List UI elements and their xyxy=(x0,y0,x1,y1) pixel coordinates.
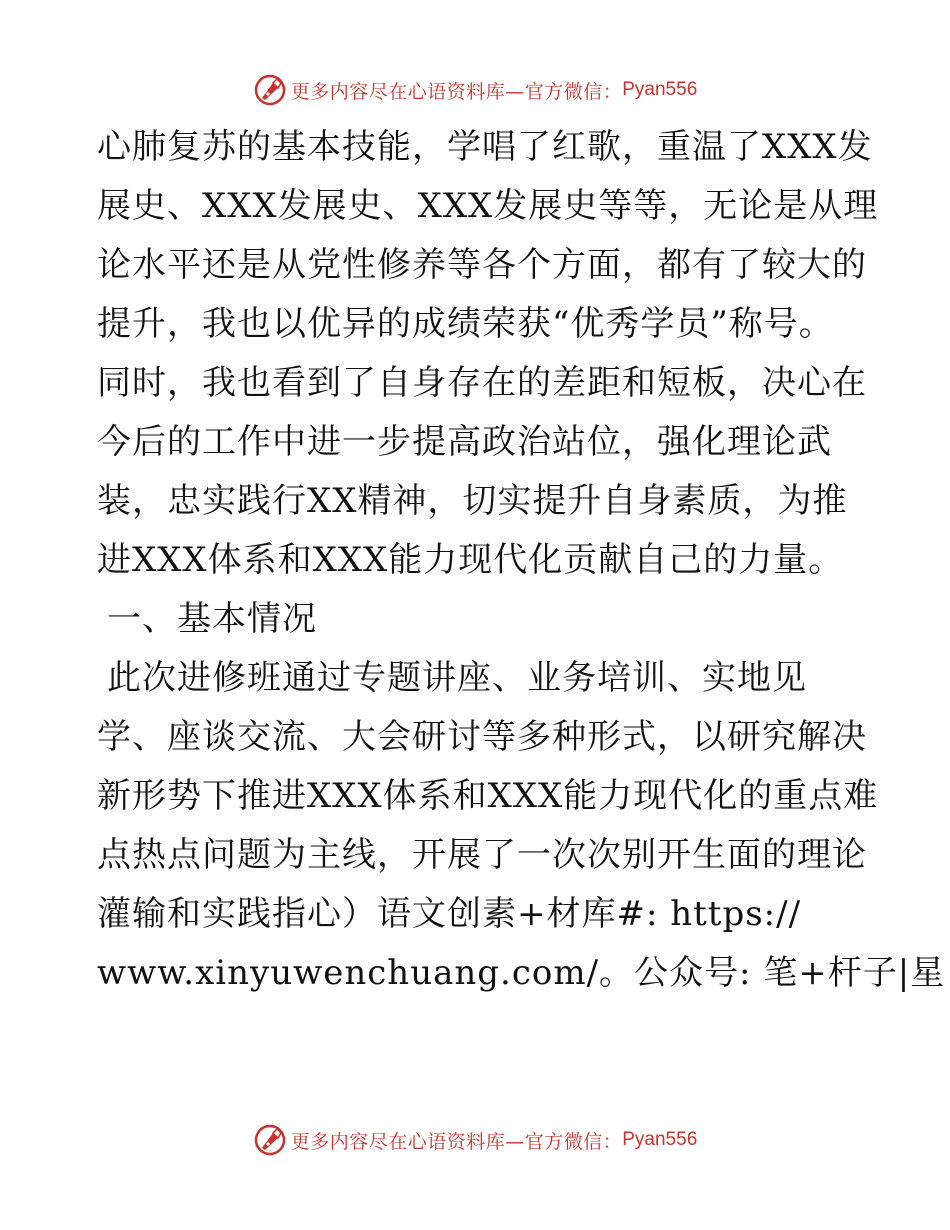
body-line: 点热点问题为主线，开展了一次次别开生面的理论 xyxy=(97,835,867,875)
body-line: 论水平还是从党性修养等各个方面，都有了较大的 xyxy=(97,245,867,285)
body-line: 今后的工作中进一步提高政治站位，强化理论武 xyxy=(97,422,832,462)
footer-wechat-id: Pyan556 xyxy=(622,1129,698,1150)
pen-nib-logo-icon xyxy=(253,73,287,107)
body-line: 装，忠实践行XX精神，切实提升自身素质，为推 xyxy=(97,481,848,521)
body-line: 同时，我也看到了自身存在的差距和短板，决心在 xyxy=(97,363,867,403)
footer-banner-text: 更多内容尽在心语资料库—官方微信： xyxy=(290,1130,623,1153)
body-line: 新形势下推进XXX体系和XXX能力现代化的重点难 xyxy=(97,776,879,816)
body-line: www.xinyuwenchuang.com/。公众号: 笔+杆子|星 xyxy=(97,953,946,993)
body-line: 此次进修班通过专题讲座、业务培训、实地见 xyxy=(107,658,807,698)
body-line: 心肺复苏的基本技能，学唱了红歌，重温了XXX发 xyxy=(97,127,873,167)
body-line: 提升，我也以优异的成绩荣获“优秀学员”称号。 xyxy=(97,304,834,344)
body-line: 灌输和实践指心）语文创素+材库#: https:// xyxy=(97,894,802,934)
footer-banner xyxy=(0,1120,950,1160)
header-wechat-id: Pyan556 xyxy=(622,79,698,100)
section-heading: 一、基本情况 xyxy=(107,599,317,639)
header-banner-text: 更多内容尽在心语资料库—官方微信： xyxy=(290,80,623,103)
body-line: 学、座谈交流、大会研讨等多种形式，以研究解决 xyxy=(97,717,867,757)
header-banner xyxy=(0,70,950,110)
document-body xyxy=(97,118,946,1003)
pen-nib-logo-icon xyxy=(253,1123,287,1157)
body-line: 展史、XXX发展史、XXX发展史等等，无论是从理 xyxy=(97,186,879,226)
body-line: 进XXX体系和XXX能力现代化贡献自己的力量。 xyxy=(97,540,844,580)
